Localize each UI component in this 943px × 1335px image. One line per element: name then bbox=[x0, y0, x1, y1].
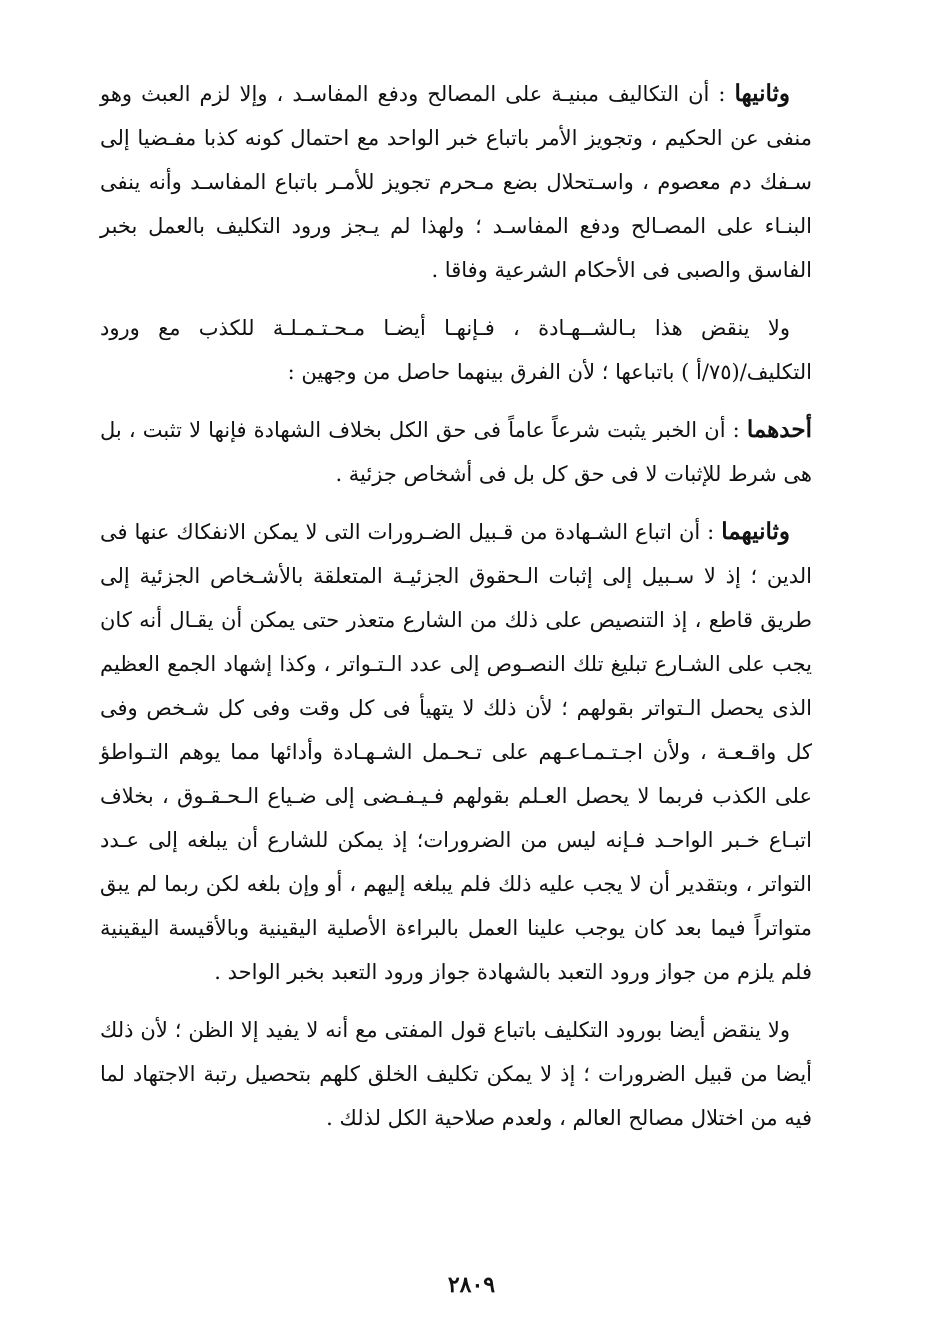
paragraph-4-text: : أن اتباع الشـهادة من قـبيل الضـرورات التى لا يمكن الانفكاك عنها فى الدين ؛ إذ لا سـبيل إلى إثبات الـحقوق الجزئيـة المتعلقة بالأشـخاص الجزئية إلى طريق قاطع ، إذ التنصيص على ذلك من الشارع متعذر حتى يمكن أن يقـال أنه كان يجب على الشـارع تبليغ تلك النصـوص إلى عدد الـتـواتر ، وكذا إشهاد الجمع العظيم الذى يحصل الـتواتر بقولهم ؛ لأن ذلك لا يتهيأ فى كل وقت وفى كل شـخص وفى كل واقـعـة ، ولأن اجـتـمـاعـهم على تـحـمل الشـهـادة وأدائها مما يوهم التـواطؤ على الكذب فربما لا يحصل العـلم بقولهم فـيـفـضى إلى ضـياع الـحـقـوق ، بخلاف اتبـاع خـبر الواحـد فـإنه ليس من الضرورات؛ إذ يمكن للشارع أن يبلغه إلى عـدد التواتر ، وبتقدير أن لا يجب عليه ذلك فلم يبلغه إليهم ، أو وإن بلغه لكن ربما لم يبق متواتراً فيما بعد كان يوجب علينا العمل بالبراءة الأصلية اليقينية وبالأقيسة اليقينية فلم يلزم من جواز ورود التعبد بالشهادة جواز ورود التعبد بخبر الواحد . bbox=[100, 520, 812, 984]
paragraph-5 bbox=[100, 1008, 812, 1140]
paragraph-2-text: ولا ينقض هذا بـالشــهـادة ، فـإنهـا أيضـا مـحـتـمـلـة للكذب مع ورود التكليف/(٧٥/أ ) باتباعها ؛ لأن الفرق بينهما حاصل من وجهين : bbox=[100, 316, 812, 384]
paragraph-3-lead: أحدهما bbox=[746, 416, 812, 443]
paragraph-3-text: : أن الخبر يثبت شرعاً عاماً فى حق الكل بخلاف الشهادة فإنها لا تثبت ، بل هى شرط للإثبات لا فى حق كل بل فى أشخاص جزئية . bbox=[100, 418, 812, 486]
document-body bbox=[100, 72, 812, 1154]
paragraph-3 bbox=[100, 408, 812, 496]
paragraph-1-text: : أن التكاليف مبنيـة على المصالح ودفع المفاسـد ، وإلا لزم العبث وهو منفى عن الحكيم ، وتجويز الأمر باتباع خبر الواحد مع احتمال كونه كذبا مفـضيا إلى سـفك دم معصوم ، واسـتحلال بضع مـحرم تجويز للأمـر باتباع المفاسـد وأنه ينفى البنـاء على المصـالح ودفع المفاسـد ؛ ولهذا لم يـجز ورود التكليف بالعمل بخبر الفاسق والصبى فى الأحكام الشرعية وفاقا . bbox=[100, 82, 812, 282]
paragraph-5-text: ولا ينقض أيضا بورود التكليف باتباع قول المفتى مع أنه لا يفيد إلا الظن ؛ لأن ذلك أيضا من قبيل الضرورات ؛ إذ لا يمكن تكليف الخلق كلهم بتحصيل رتبة الاجتهاد لما فيه من اختلال مصالح العالم ، ولعدم صلاحية الكل لذلك . bbox=[100, 1018, 812, 1130]
paragraph-2 bbox=[100, 306, 812, 394]
page-number: ٢٨٠٩ bbox=[447, 1272, 496, 1298]
paragraph-4 bbox=[100, 510, 812, 994]
paragraph-1-lead: وثانيها bbox=[734, 80, 790, 107]
paragraph-4-lead: وثانيهما bbox=[721, 518, 790, 545]
paragraph-1 bbox=[100, 72, 812, 292]
